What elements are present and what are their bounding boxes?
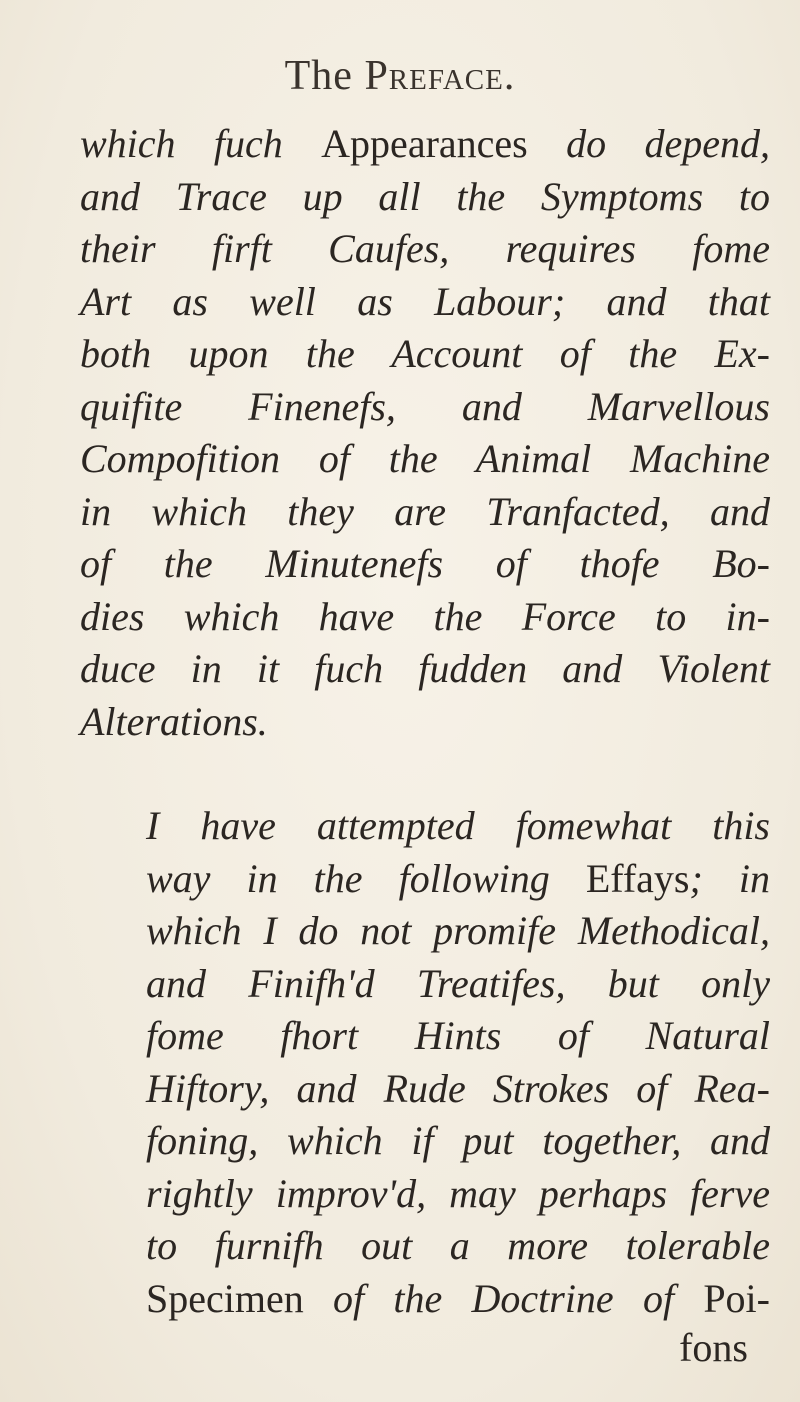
running-head-word-1: The bbox=[284, 53, 353, 99]
text-line: duce in it fuch fudden and Violent bbox=[80, 646, 770, 691]
paragraph-2 bbox=[80, 800, 770, 1325]
text-line: both upon the Account of the Ex- bbox=[80, 331, 770, 376]
text-line: which I do not promife Methodical, bbox=[146, 908, 770, 953]
text-line: which fuch Appearances do depend, bbox=[80, 121, 770, 166]
catchword: fons bbox=[679, 1325, 748, 1370]
text-line: I have attempted fomewhat this bbox=[146, 803, 770, 848]
running-head-word-2: Preface. bbox=[364, 53, 516, 99]
text-line: in which they are Tranfacted, and bbox=[80, 488, 770, 534]
body-text bbox=[80, 118, 770, 1325]
text-line: Art as well as Labour; and that bbox=[80, 278, 770, 324]
text-line: way in the following Effays; in bbox=[146, 855, 771, 901]
text-line: to furnifh out a more tolerable bbox=[146, 1223, 770, 1268]
text-line: dies which have the Force to in- bbox=[80, 593, 770, 639]
running-head bbox=[0, 52, 800, 100]
text-line: Alterations. bbox=[80, 698, 268, 744]
text-line: of the Minutenefs of thofe Bo- bbox=[80, 541, 770, 586]
text-line: their firft Caufes, requires fome bbox=[80, 226, 770, 271]
paragraph-1 bbox=[80, 118, 770, 748]
text-line: quifite Finenefs, and Marvellous bbox=[80, 383, 770, 429]
text-line: rightly improv'd, may perhaps ferve bbox=[146, 1170, 770, 1216]
text-line: and Trace up all the Symptoms to bbox=[80, 173, 770, 219]
text-line: Specimen of the Doctrine of Poi- bbox=[146, 1275, 770, 1321]
text-line: fome fhort Hints of Natural bbox=[146, 1013, 770, 1058]
text-line: Compofition of the Animal Machine bbox=[80, 436, 770, 481]
text-line: and Finifh'd Treatifes, but only bbox=[146, 960, 770, 1006]
text-line: Hiftory, and Rude Strokes of Rea- bbox=[146, 1065, 770, 1111]
text-line: foning, which if put together, and bbox=[146, 1118, 770, 1163]
